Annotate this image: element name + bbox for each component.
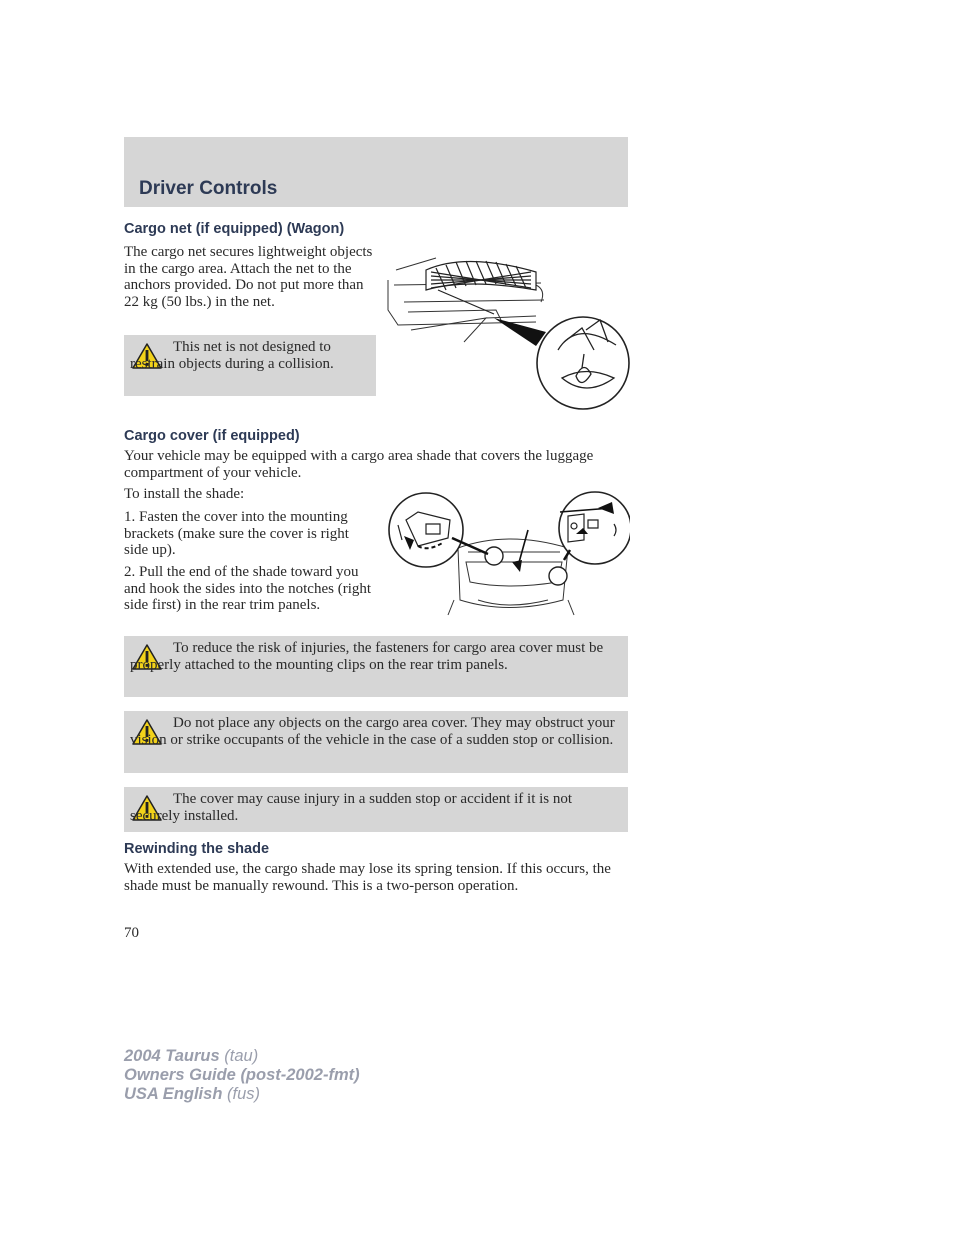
document-footer (124, 1047, 360, 1104)
cargo-cover-warning-2-text: Do not place any objects on the cargo area cover. They may obstruct your vision or strike occupants of the vehicle in the case of a sudden stop or collision. (130, 715, 615, 748)
footer-model: 2004 Taurus (124, 1047, 220, 1065)
install-step-2: 2. Pull the end of the shade toward you and hook the sides into the notches (right side first) in the rear trim panels. (124, 564, 372, 613)
cargo-cover-illustration (388, 490, 630, 620)
footer-model-code: (tau) (219, 1047, 259, 1065)
footer-line-3 (124, 1085, 360, 1104)
footer-line-1 (124, 1047, 360, 1066)
cargo-cover-heading: Cargo cover (if equipped) (124, 428, 300, 444)
cargo-cover-warning-1-text: To reduce the risk of injuries, the fasteners for cargo area cover must be properly attached to the mounting clips on the rear trim panels. (130, 640, 604, 673)
cargo-cover-warning-1 (124, 636, 628, 697)
install-label: To install the shade: (124, 486, 245, 502)
footer-language-code: (fus) (222, 1085, 260, 1103)
footer-language: USA English (124, 1085, 223, 1103)
cargo-cover-intro: Your vehicle may be equipped with a cargo area shade that covers the luggage compartment of your vehicle. (124, 448, 594, 481)
cargo-net-warning-text: This net is not designed to restrain objects during a collision. (130, 339, 334, 372)
page-title: Driver Controls (139, 178, 278, 199)
cargo-net-heading: Cargo net (if equipped) (Wagon) (124, 221, 345, 237)
cargo-net-text: The cargo net secures lightweight objects in the cargo area. Attach the net to the anchors provided. Do not put more than 22 kg (50 lbs.) in the net. (124, 244, 373, 310)
rewinding-text: With extended use, the cargo shade may lose its spring tension. If this occurs, the shade must be manually rewound. This is a two-person operation. (124, 861, 611, 894)
page-number: 70 (124, 925, 139, 941)
cargo-net-warning (124, 335, 376, 396)
cargo-cover-warning-2 (124, 711, 628, 773)
cargo-net-illustration (386, 250, 632, 412)
install-step-1: 1. Fasten the cover into the mounting brackets (make sure the cover is right side up). (124, 509, 349, 558)
section-header-band (124, 137, 628, 207)
footer-line-2: Owners Guide (post-2002-fmt) (124, 1066, 360, 1084)
rewinding-heading: Rewinding the shade (124, 841, 270, 857)
cargo-cover-warning-3-text: The cover may cause injury in a sudden stop or accident if it is not securely installed. (130, 791, 573, 824)
cargo-cover-warning-3 (124, 787, 628, 832)
